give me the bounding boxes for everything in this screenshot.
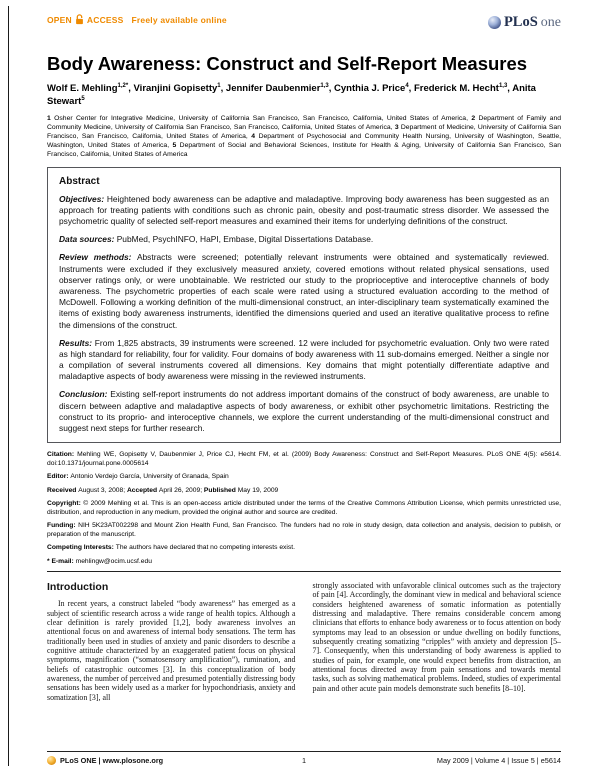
page-content [47,14,561,702]
section-divider-rule [47,571,561,572]
article-title: Body Awareness: Construct and Self-Report Measures [47,53,528,74]
open-lock-icon [75,14,84,25]
abstract-section-label: Objectives: [59,193,105,204]
author-name: Frederick M. Hecht [413,83,499,95]
author-name: Jennifer Daubenmier [225,83,321,95]
article-info-line: Competing Interests: The authors have declared that no competing interests exist. [47,544,295,552]
right-column [313,581,562,702]
author-affiliation-superscript: 1,3 [498,83,508,90]
open-access-access-label: ACCESS [86,14,124,25]
footer-page-number: 1 [301,756,307,765]
author-name: Cynthia J. Price [334,83,406,95]
affiliation-number: 5 [172,141,180,149]
author-affiliation-superscript: 1,3 [320,83,329,90]
affiliation-number: 4 [251,132,259,140]
left-column [47,581,296,702]
article-info-line: Editor: Antonio Verdejo García, University of Granada, Spain [47,473,229,481]
author-list: Wolf E. Mehling$^{1,2*}$, Viranjini Gopisetty$^1$, Jennifer Daubenmier$^{1,3}$, Cynthia J. Price$^4$, Frederick M. Hecht$^{1,3}$, Anita Stewart$^5$ [47,83,536,108]
open-access-badge [47,14,227,25]
article-info-label: Received [47,486,79,494]
abstract-section-label: Results: [59,337,93,348]
article-info-label: Copyright: [47,499,84,507]
article-info-label: Editor: [47,473,71,481]
body-paragraph-right: strongly associated with unfavorable clinical outcomes such as the trajectory of pain [4]. Accordingly, the dominant view in medical and behavioral science considers heightened awareness of somatic information as potentially distressing and maladaptive. There remains considerable concern among clinicians that efforts to enhance body awareness or to focus attention on body symptoms may lead to an obsession or undue dwelling on bodily functions, subsequently creating somatizing “cripples” with anxiety and depression [5–7]. Consequently, when this understanding of body awareness is applied to studies of pain, for example, one would expect benefits from distraction, an attentional focus directed away from pain sensations and towards mental tasks, such as solving mathematical problems. Indeed, studies of experimental pain and other acute pain models demonstrate such benefits [8–10]. [312,581,561,693]
affiliation-number: 1 [47,114,55,122]
abstract-box [47,167,561,443]
article-info-label: Competing Interests: [47,544,116,552]
author-affiliation-superscript: 5 [81,95,85,102]
abstract-heading: Abstract [59,175,100,187]
article-info-line: Received August 3, 2008; Accepted April 26, 2009; Published May 19, 2009 [47,486,279,494]
author-affiliation-superscript: 1 [217,83,221,90]
plos-sphere-icon [488,16,501,29]
article-info-label: Citation: [47,451,78,459]
plos-one-logo [488,14,561,31]
abstract-section: Results: From 1,825 abstracts, 39 instruments were screened. 12 were included for psychometric evaluation. Only two were rated as high standard for reliability, four for validity. Four domains of body awareness with 11 sub-domains emerged. Neither a single nor a compilation of several instruments covered all dimensions. Key domains that might potentially differentiate adaptive and maladaptive aspects of body awareness were missing in the reviewed instruments. [59,337,549,382]
article-info-line: * E-mail: mehlingw@ocim.ucsf.edu [47,557,152,565]
article-info [47,451,561,566]
abstract-section-label: Data sources: [59,234,115,245]
plos-one-logo-text: one [540,14,561,30]
footer-journal-text: PLoS ONE | www.plosone.org [60,756,164,765]
author-name: Viranjini Gopisetty [133,83,218,95]
introduction-heading: Introduction [47,581,109,593]
abstract-section-label: Review methods: [59,252,132,263]
page-footer [47,751,561,765]
author-affiliation-superscript: 1,2* [117,83,129,90]
article-info-label: Funding: [47,522,79,530]
masthead [47,14,561,31]
affiliation-number: 2 [471,114,479,122]
article-info-line: Copyright: © 2009 Mehling et al. This is an open-access article distributed under the terms of the Creative Commons Attribution License, which permits unrestricted use, distribution, and reproduction in any medium, provided the original author and source are credited. [47,499,561,516]
abstract-section: Objectives: Heightened body awareness can be adaptive and maladaptive. Improving body awareness has been suggested as an approach for treating patients with conditions such as chronic pain, obesity and post-traumatic stress disorder. We assessed the psychometric quality of selected self-report measures and examined their items for underlying definitions of the construct. [59,193,549,227]
open-access-open-label: OPEN [47,14,72,25]
footer-issue-info: May 2009 | Volume 4 | Issue 5 | e5614 [436,756,561,765]
abstract-sections [59,194,549,434]
affiliation-number: 3 [394,123,401,131]
article-body [47,581,561,702]
article-info-label: * E-mail: [47,557,76,565]
abstract-section: Data sources: PubMed, PsychINFO, HaPI, Embase, Digital Dissertations Database. [59,234,374,245]
abstract-section-label: Conclusion: [59,389,108,400]
article-info-label: Published [203,486,238,494]
author-affiliation-superscript: 4 [405,83,409,90]
article-info-line: Citation: Mehling WE, Gopisetty V, Daubenmier J, Price CJ, Hecht FM, et al. (2009) Body Awareness: Construct and Self-Report Measures. PLoS ONE 4(5): e5614. doi:10.1371/journal.pone.0005614 [47,451,561,467]
article-info-label: Accepted [126,486,159,494]
affiliation-list: 1 Osher Center for Integrative Medicine, University of California San Francisco, San Francisco, California, United States of America, 2 Department of Family and Community Medicine, University of California San Francisco, San Francisco, California, United States of America, 3 Department of Medicine, University of California San Francisco, San Francisco, California, United States of America, 4 Department of Psychosocial and Community Health Nursing, University of Washington, Seattle, Washington, United States of America, 5 Department of Social and Behavioral Sciences, Institute for Health & Aging, University of California San Francisco, San Francisco, California, United States of America [47,114,562,158]
footer-journal [47,756,302,765]
abstract-section: Review methods: Abstracts were screened; potentially relevant instruments were obtained and systematically reviewed. Instruments were excluded if they exclusively measured anxiety, covered emotions without related physical sensations, used observer ratings only, or were unobtainable. We restricted our study to the proprioceptive and interoceptive channels of body awareness. The psychometric properties of each scale were rated using a structured evaluation according to the method of McDowell. Following a working definition of the multi-dimensional construct, an inter-disciplinary team systematically examined the items of existing body awareness instruments, identified the dimensions queried and used an iterative qualitative process to refine the dimensions of the construct. [59,252,549,330]
author-name: Wolf E. Mehling [47,83,118,95]
abstract-section: Conclusion: Existing self-report instruments do not address important domains of the construct of body awareness, are unable to discern between adaptive and maladaptive aspects of body awareness, or exhibit other psychometric limitations. Restricting the construct to its proprio- and interoceptive channels, we explore the current understanding of the multi-dimensional construct and suggest next steps for further research. [59,389,549,433]
author-name: Anita Stewart [47,83,536,108]
page-edge-line [8,6,9,766]
body-paragraph-left: In recent years, a construct labeled “body awareness” has emerged as a subject of scientific research across a wide range of health topics. Although a clear definition is rarely provided [1,2], body awareness involves an attentional focus on and awareness of internal body sensations. The term has traditionally been used in studies of anxiety and panic disorders to describe a cognitive attitude characterized by an exaggerated patient focus on physical symptoms, magnification (“somatosensory amplification”), rumination, and beliefs of catastrophic outcomes [3]. In this conceptualization of body awareness, the number of perceived and presumed potentially distressing body sensations has been widely used as a marker for hypochondriasis, anxiety and somatization [3], all [47,599,296,702]
plos-footer-sphere-icon [47,756,56,765]
freely-available-label: Freely available online [131,14,227,25]
plos-logo-text: PLoS [503,14,538,30]
article-info-line: Funding: NIH 5K23AT002298 and Mount Zion Health Fund, San Francisco. The funders had no role in study design, data collection and analysis, decision to publish, or preparation of the manuscript. [47,522,562,538]
